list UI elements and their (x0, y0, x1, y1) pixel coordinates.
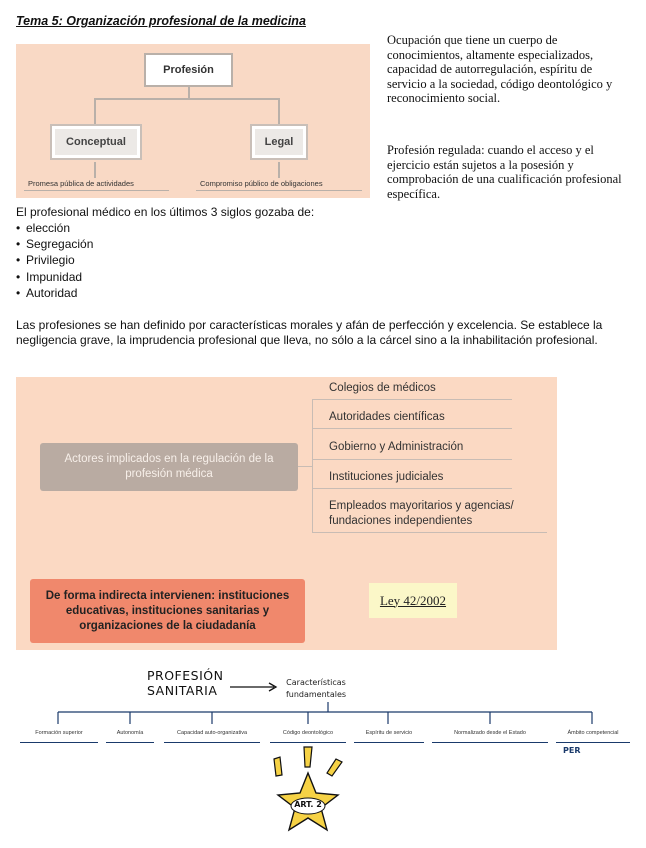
regulation-diagram (16, 377, 557, 650)
regulated-profession-definition: Profesión regulada: cuando el acceso y el ejercicio están sujetos a la posesión y comprobación de una cualificación profesional específica. (387, 143, 622, 201)
characteristic-item: Espíritu de servicio (365, 730, 413, 736)
conceptual-subtitle: Promesa pública de actividades (28, 179, 134, 188)
underline (196, 190, 362, 191)
characteristic-item: Normalizado desde el Estado (454, 730, 526, 736)
item-line (312, 399, 512, 400)
underline (354, 742, 424, 743)
tree-connector (94, 98, 280, 100)
intro-text: El profesional médico en los últimos 3 siglos gozaba de: (16, 205, 315, 219)
body-paragraph: Las profesiones se han definido por características morales y afán de perfección y excelencia. Se establece la negligencia grave, la imprudencia profesional que lleva, no sólo a la cárcel sino a la inhabilitación profesional. (16, 318, 603, 348)
characteristic-item: Capacidad auto-organizativa (176, 730, 248, 736)
characteristics-label: Características fundamentales (285, 678, 347, 699)
actors-node: Actores implicados en la regulación de la profesión médica (40, 443, 298, 491)
underline (24, 190, 169, 191)
underline (164, 742, 260, 743)
legal-node: Legal (252, 126, 306, 158)
profession-definition: Ocupación que tiene un cuerpo de conocimientos, altamente especializados, capacidad de autorregulación, espíritu de servicio a la sociedad, código deontológico y reconocimiento social. (387, 33, 613, 106)
underline (432, 742, 548, 743)
law-note: Ley 42/2002 (369, 583, 457, 618)
tree-connector (278, 162, 280, 178)
item-line (312, 459, 512, 460)
star-icon (258, 745, 358, 847)
characteristic-item: Código deontológico (282, 730, 334, 736)
tree-connector (94, 162, 96, 178)
list-item: • Autoridad (16, 285, 93, 301)
list-item: • Segregación (16, 236, 93, 252)
characteristic-item: Autonomía (116, 730, 144, 736)
indirect-actors-box: De forma indirecta intervienen: instituciones educativas, instituciones sanitarias y organizaciones de la ciudadanía (30, 579, 305, 643)
actor-item: Empleados mayoritarios y agencias/ fundaciones independientes (329, 500, 514, 527)
sketch-heading: PROFESIÓN SANITARIA (147, 668, 224, 698)
arrow-icon (228, 682, 280, 692)
underline (20, 742, 98, 743)
per-note: PER (563, 746, 581, 755)
tree-connector (278, 98, 280, 124)
characteristics-bracket (20, 700, 635, 732)
underline (556, 742, 630, 743)
underline (106, 742, 154, 743)
characteristic-item: Ámbito competencial (567, 730, 619, 736)
item-line (312, 532, 547, 533)
star-label: ART. 2 (294, 800, 322, 809)
actor-item: Gobierno y Administración (329, 441, 464, 453)
legal-subtitle: Compromiso público de obligaciones (200, 179, 323, 188)
profession-node: Profesión (144, 53, 233, 87)
conceptual-node: Conceptual (52, 126, 140, 158)
list-item: • elección (16, 220, 93, 236)
branch-connector (298, 466, 312, 467)
privileges-list (16, 220, 93, 301)
item-line (312, 428, 512, 429)
actor-item: Colegios de médicos (329, 382, 436, 394)
branch-connector (312, 399, 313, 532)
item-line (312, 488, 512, 489)
characteristic-item: Formación superior (35, 730, 83, 736)
profession-diagram (16, 44, 370, 198)
actor-item: Autoridades científicas (329, 411, 445, 423)
tree-connector (94, 98, 96, 124)
underline (270, 742, 346, 743)
actor-item: Instituciones judiciales (329, 471, 444, 483)
page-title: Tema 5: Organización profesional de la medicina (16, 14, 306, 28)
list-item: • Impunidad (16, 269, 93, 285)
list-item: • Privilegio (16, 252, 93, 268)
